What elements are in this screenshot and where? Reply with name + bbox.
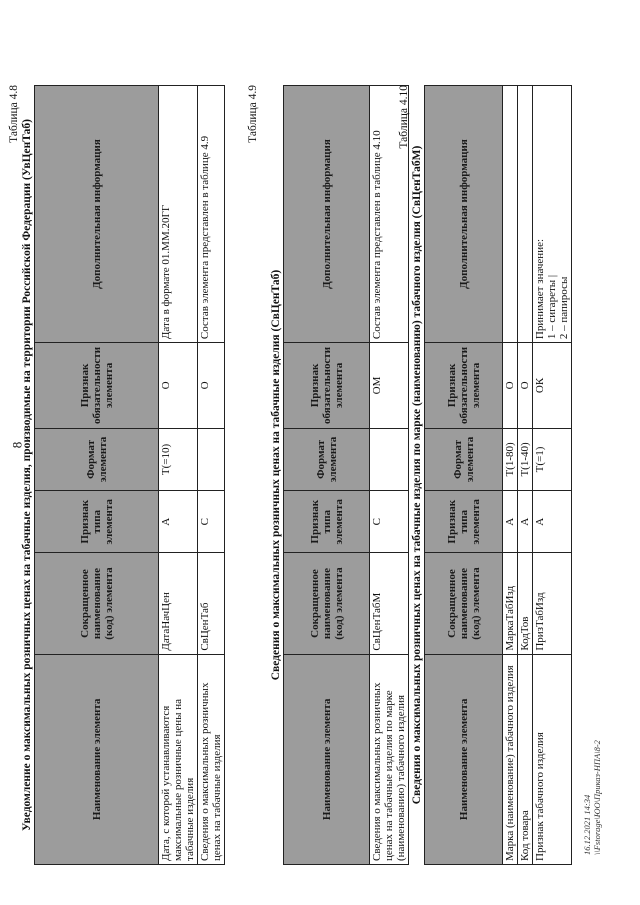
table-caption: Сведения о максимальных розничных ценах на табачные изделия по марке (наименованию) табачного изделия (СвЦенТабМ) — [411, 145, 423, 805]
table-number: Таблица 4.8 — [8, 85, 20, 143]
cell-name: Марка (наименование) табачного изделия — [503, 654, 518, 864]
header-abbr: Сокращенное наименование (код) элемента — [425, 553, 503, 654]
header-info: Дополнительная информация — [425, 86, 503, 343]
header-req: Признак обязательности элемента — [425, 343, 503, 429]
table-number: Таблица 4.10 — [398, 85, 410, 149]
header-name: Наименование элемента — [425, 654, 503, 864]
cell-type: А — [533, 491, 572, 553]
cell-name: Признак табачного изделия — [533, 654, 572, 864]
table-row — [533, 86, 572, 865]
stamp-date: 16.12.2021 14:34 — [582, 794, 592, 855]
cell-info — [503, 86, 518, 343]
table-caption: Уведомление о максимальных розничных ценах на табачные изделия, производимые на территории Российской Федерации (УвЦенТаб) — [21, 119, 33, 831]
cell-name: Сведения о максимальных розничных ценах на табачные изделия — [198, 654, 225, 864]
cell-format: T(1-80) — [503, 428, 518, 490]
stamp-path: \\Fstorage\ЮО\Приказ-НПА\8-2 — [592, 740, 602, 855]
table-block-4-8 — [8, 85, 225, 865]
table-row — [518, 86, 533, 865]
elements-table — [34, 85, 225, 865]
cell-req: ОК — [533, 343, 572, 429]
cell-type: А — [518, 491, 533, 553]
header-type: Признак типа элемента — [35, 491, 159, 553]
cell-type: С — [198, 491, 225, 553]
cell-abbr: МаркаТабИзд — [503, 553, 518, 654]
cell-format — [198, 428, 225, 490]
header-type: Признак типа элемента — [425, 491, 503, 553]
header-format: Формат элемента — [425, 428, 503, 490]
cell-type: А — [503, 491, 518, 553]
cell-name: Сведения о максимальных розничных ценах на табачные изделия по марке (наименованию) табачного изделия — [370, 654, 409, 864]
header-info: Дополнительная информация — [35, 86, 159, 343]
cell-req: О — [198, 343, 225, 429]
cell-req: О — [503, 343, 518, 429]
cell-type: А — [159, 491, 198, 553]
file-stamp — [582, 740, 602, 855]
header-abbr: Сокращенное наименование (код) элемента — [284, 553, 370, 654]
elements-table — [424, 85, 572, 865]
cell-format: T(1-40) — [518, 428, 533, 490]
header-type: Признак типа элемента — [284, 491, 370, 553]
table-row — [503, 86, 518, 865]
cell-abbr: СвЦенТабМ — [370, 553, 409, 654]
cell-type: С — [370, 491, 409, 553]
cell-abbr: ДатаНачЦен — [159, 553, 198, 654]
table-block-4-10 — [398, 85, 572, 865]
cell-req: ОМ — [370, 343, 409, 429]
header-abbr: Сокращенное наименование (код) элемента — [35, 553, 159, 654]
cell-info — [518, 86, 533, 343]
cell-name: Дата, с которой устанавливаются максимальные розничные цены на табачные изделия — [159, 654, 198, 864]
header-name: Наименование элемента — [35, 654, 159, 864]
cell-info: Состав элемента представлен в таблице 4.9 — [198, 86, 225, 343]
cell-format: T(=10) — [159, 428, 198, 490]
cell-abbr: ПризТабИзд — [533, 553, 572, 654]
cell-format: T(=1) — [533, 428, 572, 490]
table-block-4-9 — [247, 85, 409, 865]
cell-info: Принимает значение: 1 – сигареты | 2 – папиросы — [533, 86, 572, 343]
cell-info: Состав элемента представлен в таблице 4.10 — [370, 86, 409, 343]
elements-table — [283, 85, 409, 865]
table-row — [198, 86, 225, 865]
header-info: Дополнительная информация — [284, 86, 370, 343]
cell-info: Дата в формате 01.MM.20ГГ — [159, 86, 198, 343]
cell-name: Код товара — [518, 654, 533, 864]
header-format: Формат элемента — [284, 428, 370, 490]
header-req: Признак обязательности элемента — [35, 343, 159, 429]
cell-req: О — [159, 343, 198, 429]
page-number: 8 — [9, 441, 25, 449]
cell-abbr: КодТов — [518, 553, 533, 654]
table-caption: Сведения о максимальных розничных ценах на табачные изделия (СвЦенТаб) — [270, 269, 282, 681]
table-row — [159, 86, 198, 865]
header-name: Наименование элемента — [284, 654, 370, 864]
header-format: Формат элемента — [35, 428, 159, 490]
table-number: Таблица 4.9 — [247, 85, 259, 143]
cell-req: О — [518, 343, 533, 429]
header-req: Признак обязательности элемента — [284, 343, 370, 429]
cell-abbr: СвЦенТаб — [198, 553, 225, 654]
